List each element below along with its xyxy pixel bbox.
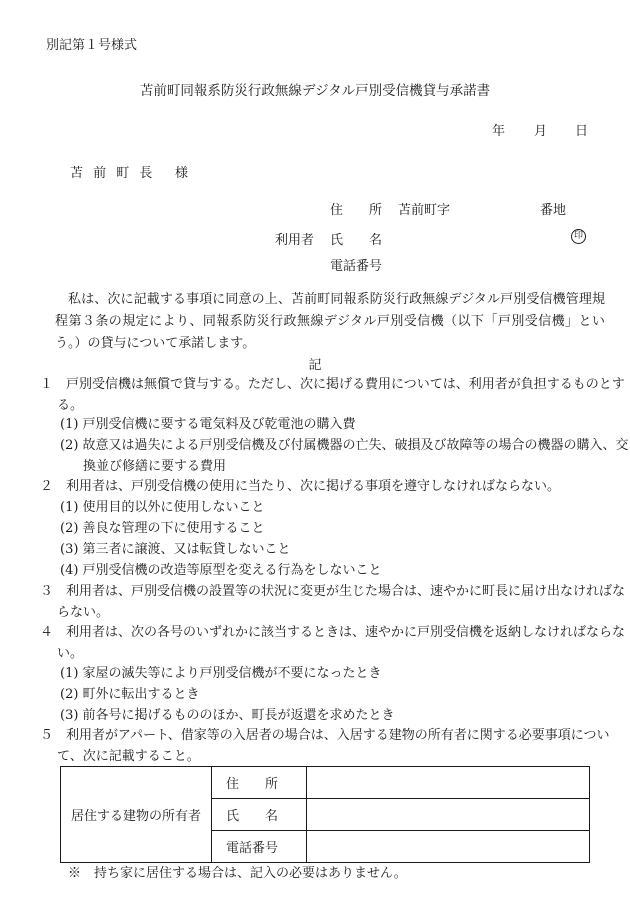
item-2-sub-1: (1) 使用目的以外に使用しないこと bbox=[60, 500, 265, 515]
date-year: 年 bbox=[492, 124, 506, 139]
item-1: １ 戸別受信機は無償で貸与する。ただし、次に掲げる費用については、利用者が負担するものとする。 bbox=[40, 377, 625, 413]
name-label: 氏 名 bbox=[330, 233, 383, 248]
address-label: 住 所 bbox=[330, 203, 383, 218]
item-4-sub-3: (3) 前各号に掲げるもののほか、町長が返還を求めたとき bbox=[60, 708, 395, 723]
form-number: 別記第１号様式 bbox=[46, 38, 138, 53]
item-5: ５ 利用者がアパート、借家等の入居者の場合は、入居する建物の所有者に関する必要事項について、次に記載すること。 bbox=[40, 728, 610, 764]
address-suffix: 番地 bbox=[540, 203, 567, 218]
owner-name-label: 氏 名 bbox=[212, 799, 307, 831]
user-label: 利用者 bbox=[275, 233, 315, 248]
addressee-name: 苫 前 町 長 bbox=[70, 166, 156, 181]
item-2: ２ 利用者は、戸別受信機の使用に当たり、次に掲げる事項を遵守しなければならない。 bbox=[40, 479, 561, 494]
owner-table bbox=[60, 766, 590, 863]
date-day: 日 bbox=[575, 124, 589, 139]
intro-paragraph: 私は、次に記載する事項に同意の上、苫前町同報系防災行政無線デジタル戸別受信機管理規程第３条の規定により、同報系防災行政無線デジタル戸別受信機（以下「戸別受信機」という。）の貸与について承諾します。 bbox=[55, 292, 605, 351]
ki-heading: 記 bbox=[308, 358, 322, 373]
phone-label: 電話番号 bbox=[330, 259, 383, 274]
item-3: ３ 利用者は、戸別受信機の設置等の状況に変更が生じた場合は、速やかに町長に届け出なければならない。 bbox=[40, 584, 626, 620]
item-4-sub-1: (1) 家屋の滅失等により戸別受信機が不要になったとき bbox=[60, 666, 382, 681]
document-title: 苫前町同報系防災行政無線デジタル戸別受信機貸与承諾書 bbox=[139, 83, 491, 99]
owner-phone-field[interactable] bbox=[307, 831, 590, 863]
footnote: ※ 持ち家に居住する場合は、記入の必要はありません。 bbox=[68, 866, 407, 881]
owner-table-header: 居住する建物の所有者 bbox=[61, 767, 212, 863]
owner-name-field[interactable] bbox=[307, 799, 590, 831]
item-1-sub-2: (2) 故意又は過失による戸別受信機及び付属機器の亡失、破損及び故障等の場合の機器の購入、交換並び修繕に要する費用 bbox=[60, 438, 629, 474]
owner-address-label: 住 所 bbox=[212, 767, 307, 799]
owner-address-field[interactable] bbox=[307, 767, 590, 799]
item-1-sub-1: (1) 戸別受信機に要する電気料及び乾電池の購入費 bbox=[60, 417, 356, 432]
item-4: ４ 利用者は、次の各号のいずれかに該当するときは、速やかに戸別受信機を返納しなければならない。 bbox=[40, 625, 626, 661]
owner-phone-label: 電話番号 bbox=[212, 831, 307, 863]
item-2-sub-4: (4) 戸別受信機の改造等原型を変える行為をしないこと bbox=[60, 563, 382, 578]
item-2-sub-2: (2) 善良な管理の下に使用すること bbox=[60, 521, 265, 536]
date-month: 月 bbox=[534, 124, 548, 139]
addressee-honorific: 様 bbox=[175, 166, 189, 181]
seal-mark: 印 bbox=[571, 229, 586, 244]
address-value: 苫前町字 bbox=[398, 203, 451, 218]
item-4-sub-2: (2) 町外に転出するとき bbox=[60, 687, 200, 702]
item-2-sub-3: (3) 第三者に譲渡、又は転貸しないこと bbox=[60, 542, 291, 557]
